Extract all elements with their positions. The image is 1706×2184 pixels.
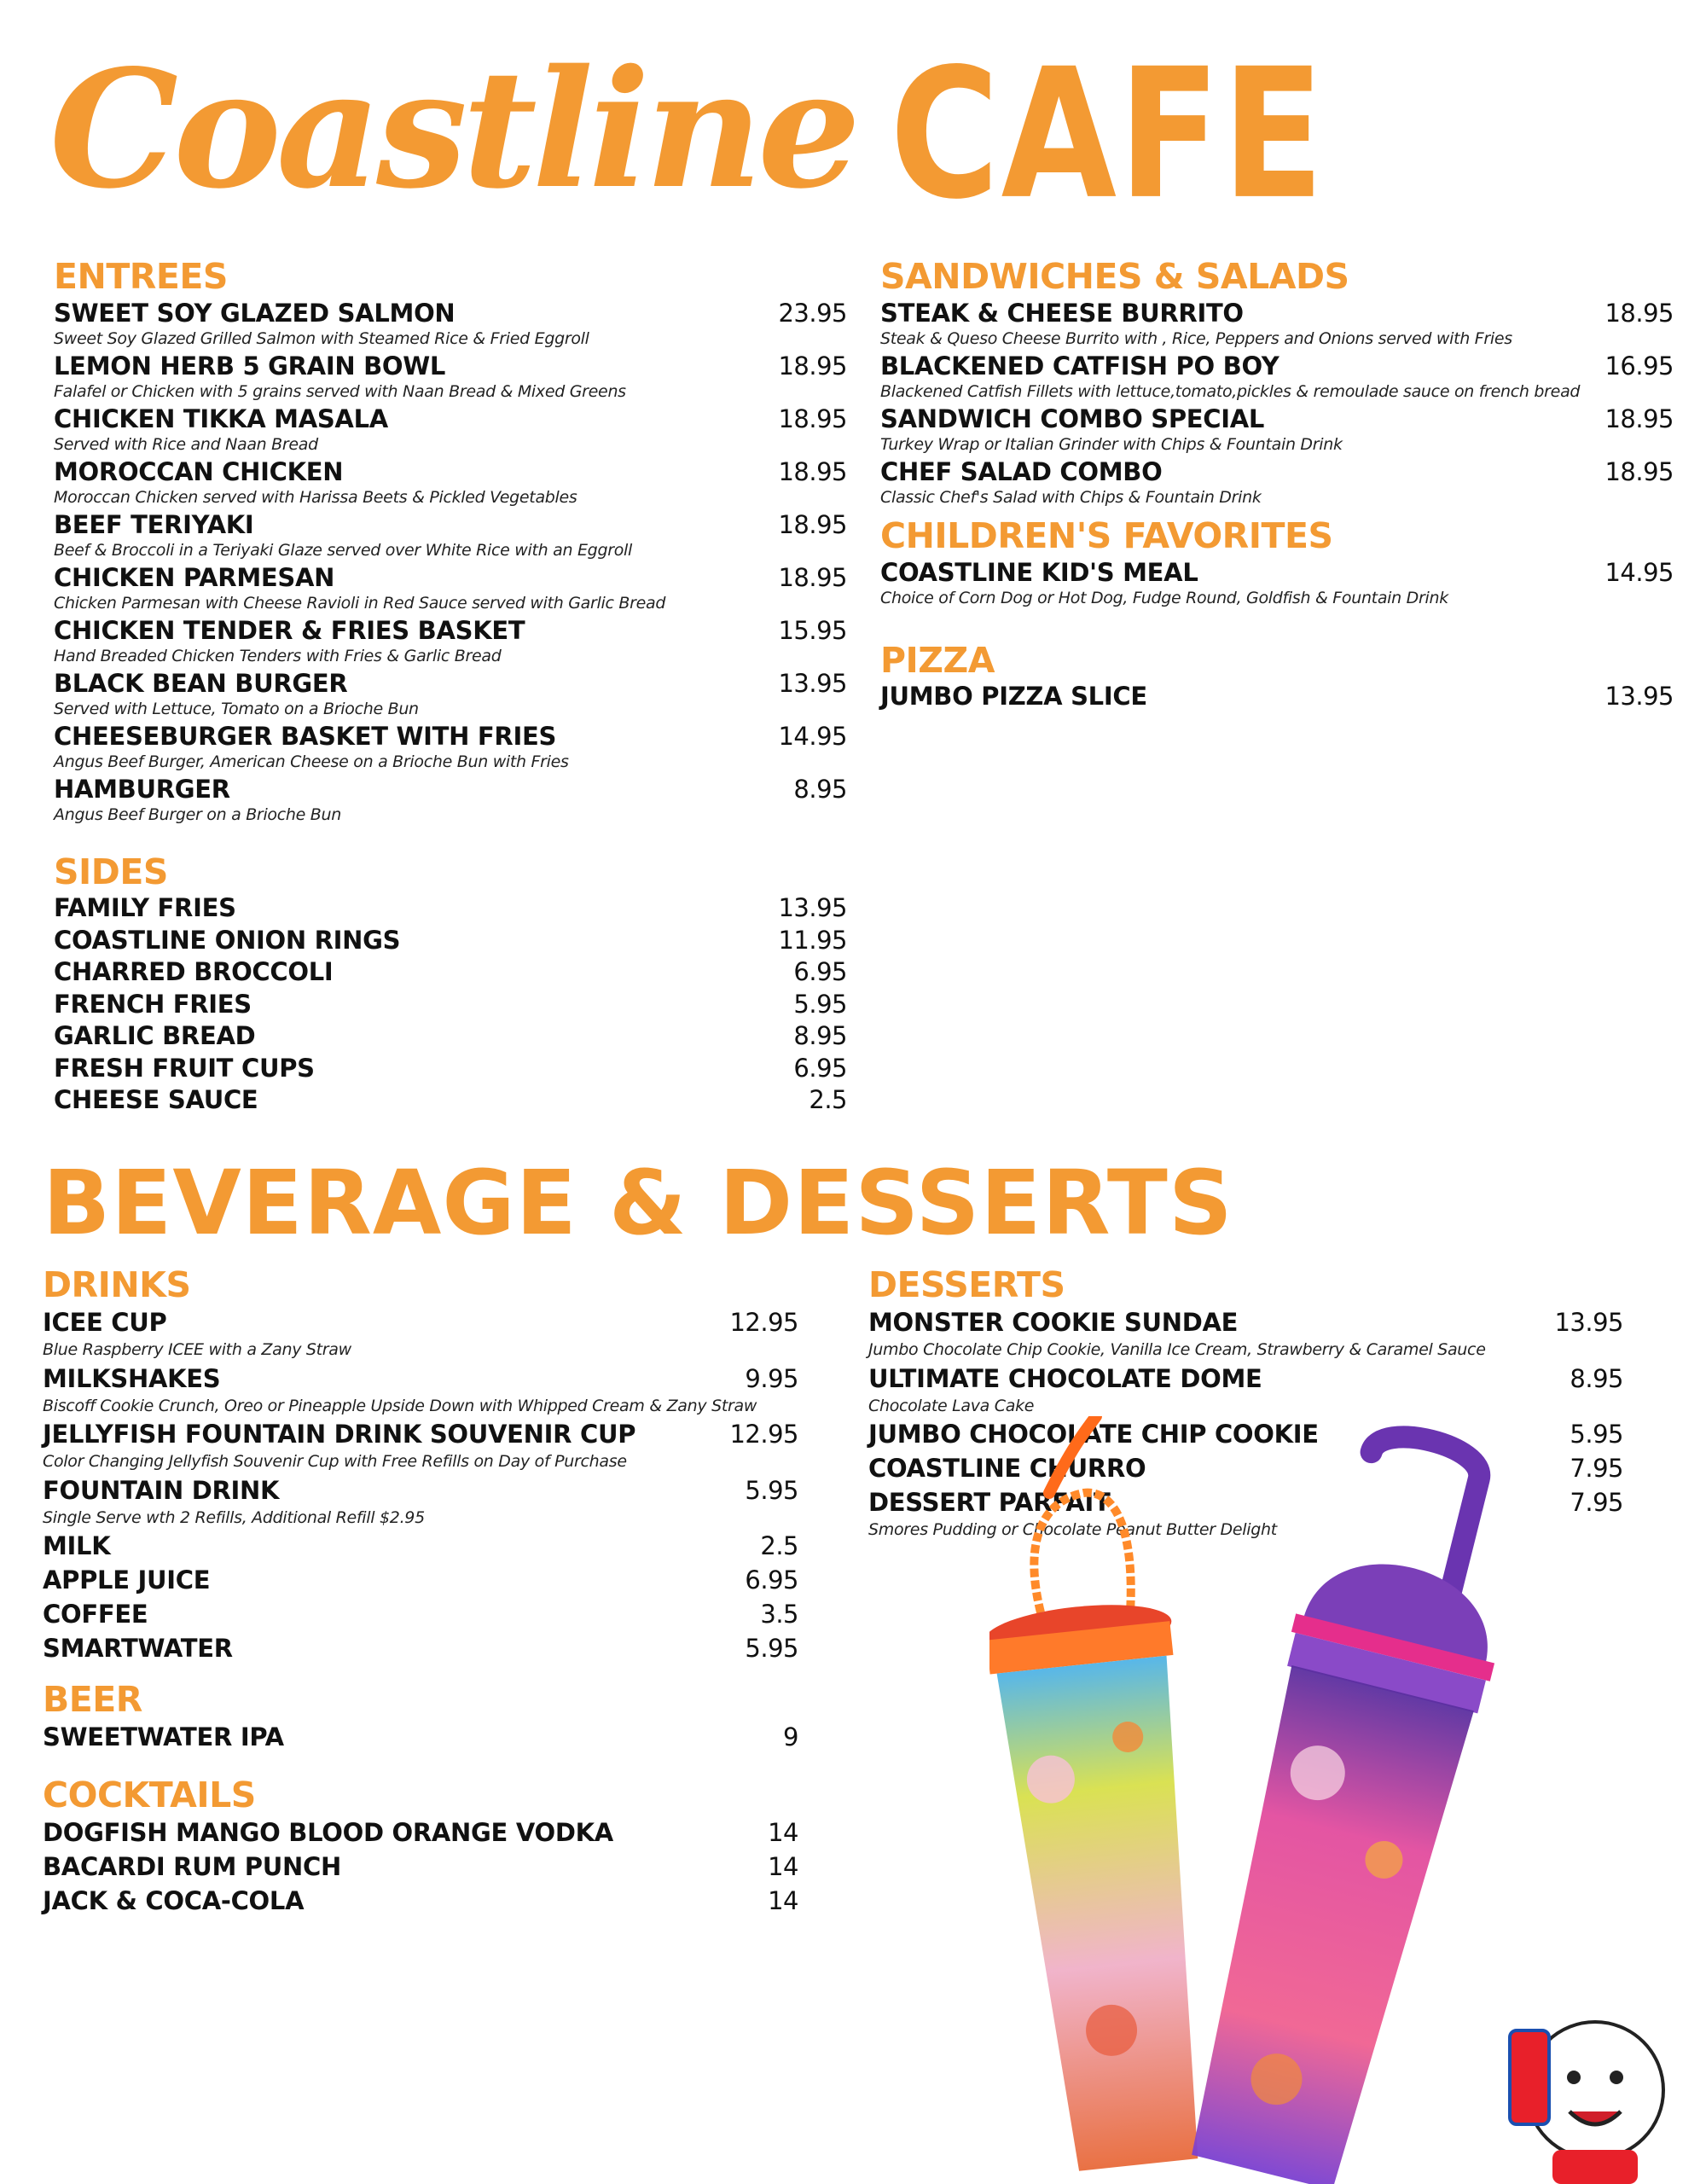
entree-item-name: CHICKEN TIKKA MASALA xyxy=(54,404,388,433)
sides-list xyxy=(54,892,847,1117)
side-item-price: 6.95 xyxy=(793,1053,847,1083)
entree-item xyxy=(54,350,847,403)
side-item-name: FRENCH FRIES xyxy=(54,989,252,1019)
jellyfish-souvenir-cups-illustration xyxy=(989,1416,1672,2184)
side-item-row xyxy=(54,956,847,989)
beer-item xyxy=(43,1720,798,1754)
sandwich-item-name: BLACKENED CATFISH PO BOY xyxy=(880,351,1280,380)
side-item-name: FRESH FRUIT CUPS xyxy=(54,1053,315,1083)
dessert-item-price: 7.95 xyxy=(1570,1454,1623,1483)
entree-item-price: 8.95 xyxy=(793,775,847,804)
sandwich-item-name: CHEF SALAD COMBO xyxy=(880,457,1163,486)
cocktail-item-price: 14 xyxy=(768,1886,798,1915)
entree-item xyxy=(54,773,847,826)
entree-item-row xyxy=(54,508,847,541)
drink-item-name: ICEE CUP xyxy=(43,1308,167,1337)
entree-item-name: SWEET SOY GLAZED SALMON xyxy=(54,299,456,328)
drink-item-description: Single Serve wth 2 Refills, Additional Refill $2.95 xyxy=(43,1507,425,1527)
beer-heading: BEER xyxy=(43,1679,142,1720)
sandwich-item-name: SANDWICH COMBO SPECIAL xyxy=(880,404,1265,433)
entree-item-name: BEEF TERIYAKI xyxy=(54,510,254,539)
entree-item-name: MOROCCAN CHICKEN xyxy=(54,457,344,486)
sandwich-item-description: Blackened Catfish Fillets with lettuce,tomato,pickles & remoulade sauce on french bread xyxy=(880,382,1581,401)
entree-item-price: 15.95 xyxy=(778,616,847,645)
entree-item-row xyxy=(54,667,847,700)
drink-item xyxy=(43,1417,798,1473)
drink-item-row xyxy=(43,1597,798,1631)
kids-item-name: COASTLINE KID'S MEAL xyxy=(880,558,1198,587)
children-list xyxy=(880,556,1674,609)
dessert-item-row xyxy=(868,1362,1623,1396)
side-item-row xyxy=(54,1053,847,1085)
entree-item-price: 18.95 xyxy=(778,563,847,592)
sandwich-item-price: 16.95 xyxy=(1604,351,1674,380)
side-item xyxy=(54,956,847,989)
cocktail-item xyxy=(43,1884,798,1918)
entree-item-description: Hand Breaded Chicken Tenders with Fries & Garlic Bread xyxy=(54,647,502,665)
sandwich-item-price: 18.95 xyxy=(1604,299,1674,328)
pizza-item xyxy=(880,681,1674,713)
entree-item xyxy=(54,403,847,456)
entree-item xyxy=(54,561,847,614)
dessert-item-name: ULTIMATE CHOCOLATE DOME xyxy=(868,1363,1262,1393)
cocktail-item-name: DOGFISH MANGO BLOOD ORANGE VODKA xyxy=(43,1818,613,1847)
orange-straw-icon xyxy=(1034,1416,1130,1612)
entree-item-row xyxy=(54,297,847,329)
entree-item-row xyxy=(54,614,847,647)
entree-item-description: Chicken Parmesan with Cheese Ravioli in Red Sauce served with Garlic Bread xyxy=(54,594,666,613)
drink-item xyxy=(43,1473,798,1530)
entree-item-row xyxy=(54,456,847,488)
drink-item-name: MILKSHAKES xyxy=(43,1363,221,1393)
dessert-item xyxy=(868,1305,1623,1362)
title-cafe-word: CAFE xyxy=(890,31,1326,240)
sandwich-item-row xyxy=(880,403,1674,435)
drink-item xyxy=(43,1305,798,1362)
entree-item-price: 18.95 xyxy=(778,457,847,486)
side-item-name: CHEESE SAUCE xyxy=(54,1085,258,1114)
pizza-item-name: JUMBO PIZZA SLICE xyxy=(880,682,1147,711)
dessert-item-price: 5.95 xyxy=(1570,1420,1623,1449)
drink-item-row xyxy=(43,1631,798,1665)
sandwiches-list xyxy=(880,297,1674,508)
drink-item-row xyxy=(43,1563,798,1597)
side-item-price: 5.95 xyxy=(793,989,847,1019)
pizza-item-price: 13.95 xyxy=(1604,682,1674,711)
drink-item-price: 6.95 xyxy=(745,1565,798,1594)
drink-item-price: 9.95 xyxy=(745,1363,798,1393)
left-souvenir-cup-icon xyxy=(989,1597,1227,2175)
cocktail-item-row xyxy=(43,1850,798,1884)
entree-item-description: Served with Rice and Naan Bread xyxy=(54,435,318,454)
dessert-item-name: DESSERT PARFAIT xyxy=(868,1488,1111,1517)
sandwiches-column xyxy=(880,256,1674,713)
side-item xyxy=(54,892,847,925)
cocktail-item-name: BACARDI RUM PUNCH xyxy=(43,1852,341,1881)
entree-item-name: CHEESEBURGER BASKET WITH FRIES xyxy=(54,722,557,751)
drink-item-name: JELLYFISH FOUNTAIN DRINK SOUVENIR CUP xyxy=(43,1420,636,1449)
kids-item-price: 14.95 xyxy=(1604,558,1674,587)
entree-item-price: 13.95 xyxy=(778,669,847,698)
pizza-item-row xyxy=(880,681,1674,713)
sandwich-item xyxy=(880,403,1674,456)
entree-item-price: 18.95 xyxy=(778,510,847,539)
entree-item-row xyxy=(54,720,847,752)
entree-item-row xyxy=(54,561,847,594)
beverage-desserts-heading: BEVERAGE & DESSERTS xyxy=(43,1151,1233,1255)
entree-item-row xyxy=(54,403,847,435)
dessert-item-name: COASTLINE CHURRO xyxy=(868,1454,1146,1483)
sandwich-item-price: 18.95 xyxy=(1604,404,1674,433)
entree-item-description: Angus Beef Burger on a Brioche Bun xyxy=(54,805,341,824)
drink-item-price: 2.5 xyxy=(760,1531,798,1560)
side-item-price: 8.95 xyxy=(793,1021,847,1050)
drink-item-name: COFFEE xyxy=(43,1600,148,1629)
dessert-item-name: MONSTER COOKIE SUNDAE xyxy=(868,1308,1239,1337)
entree-item xyxy=(54,667,847,720)
entree-item-name: LEMON HERB 5 GRAIN BOWL xyxy=(54,351,446,380)
drink-item-row xyxy=(43,1362,798,1396)
dessert-item-price: 13.95 xyxy=(1554,1308,1623,1337)
sandwich-item-row xyxy=(880,350,1674,382)
side-item-price: 2.5 xyxy=(809,1085,847,1114)
sandwich-item-description: Steak & Queso Cheese Burrito with , Rice, Peppers and Onions served with Fries xyxy=(880,329,1512,348)
sandwich-item xyxy=(880,456,1674,508)
sandwich-item-description: Classic Chef's Salad with Chips & Fountain Drink xyxy=(880,488,1262,507)
entree-item-row xyxy=(54,773,847,805)
drink-item-price: 5.95 xyxy=(745,1634,798,1663)
drink-item-name: APPLE JUICE xyxy=(43,1565,211,1594)
beer-item-row xyxy=(43,1720,798,1754)
side-item-name: CHARRED BROCCOLI xyxy=(54,957,334,986)
drink-item xyxy=(43,1362,798,1418)
sandwich-item-name: STEAK & CHEESE BURRITO xyxy=(880,299,1244,328)
dessert-item-row xyxy=(868,1305,1623,1339)
drink-item-row xyxy=(43,1529,798,1563)
side-item-name: FAMILY FRIES xyxy=(54,893,236,922)
drink-item-description: Color Changing Jellyfish Souvenir Cup with Free Refills on Day of Purchase xyxy=(43,1452,627,1471)
drinks-list xyxy=(43,1305,798,1665)
entrees-column xyxy=(54,256,847,1117)
entree-item-name: HAMBURGER xyxy=(54,775,230,804)
dessert-item-description: Jumbo Chocolate Chip Cookie, Vanilla Ice Cream, Strawberry & Caramel Sauce xyxy=(868,1340,1486,1359)
entree-item-description: Beef & Broccoli in a Teriyaki Glaze served over White Rice with an Eggroll xyxy=(54,541,632,560)
kids-item xyxy=(880,556,1674,609)
drinks-heading: DRINKS xyxy=(43,1264,191,1305)
dessert-item xyxy=(868,1362,1623,1418)
side-item-name: GARLIC BREAD xyxy=(54,1021,256,1050)
icee-bear-mascot-icon xyxy=(1510,2022,1663,2184)
beer-item-name: SWEETWATER IPA xyxy=(43,1722,284,1751)
dessert-item-name: JUMBO CHOCOLATE CHIP COOKIE xyxy=(868,1420,1319,1449)
drink-item-name: MILK xyxy=(43,1531,111,1560)
drink-item-name: SMARTWATER xyxy=(43,1634,233,1663)
cocktail-item-row xyxy=(43,1815,798,1850)
drink-item-row xyxy=(43,1473,798,1507)
entree-item-price: 18.95 xyxy=(778,351,847,380)
beer-list xyxy=(43,1720,798,1754)
drink-item-description: Biscoff Cookie Crunch, Oreo or Pineapple Upside Down with Whipped Cream & Zany Straw xyxy=(43,1396,757,1415)
entree-item-name: CHICKEN TENDER & FRIES BASKET xyxy=(54,616,525,645)
dessert-item-price: 7.95 xyxy=(1570,1488,1623,1517)
entree-item xyxy=(54,720,847,773)
cocktail-item xyxy=(43,1850,798,1884)
dessert-item-price: 8.95 xyxy=(1570,1363,1623,1393)
drink-item xyxy=(43,1529,798,1563)
side-item-price: 6.95 xyxy=(793,957,847,986)
drink-item xyxy=(43,1631,798,1665)
drink-item-price: 12.95 xyxy=(729,1308,798,1337)
sandwich-item-row xyxy=(880,456,1674,488)
entree-item xyxy=(54,614,847,667)
side-item-row xyxy=(54,892,847,925)
entree-item xyxy=(54,456,847,508)
side-item xyxy=(54,1053,847,1085)
side-item-row xyxy=(54,925,847,957)
entree-item-description: Falafel or Chicken with 5 grains served with Naan Bread & Mixed Greens xyxy=(54,382,626,401)
title-script-word: Coastline xyxy=(49,34,856,224)
sides-heading: SIDES xyxy=(54,851,168,892)
sandwich-item-row xyxy=(880,297,1674,329)
dessert-item-description: Smores Pudding or Chocolate Peanut Butter Delight xyxy=(868,1520,1277,1539)
entree-item-description: Served with Lettuce, Tomato on a Brioche Bun xyxy=(54,700,419,718)
entree-item-name: BLACK BEAN BURGER xyxy=(54,669,348,698)
cafe-title xyxy=(49,31,1326,240)
side-item xyxy=(54,1020,847,1053)
sandwich-item-description: Turkey Wrap or Italian Grinder with Chips & Fountain Drink xyxy=(880,435,1343,454)
pizza-heading: PIZZA xyxy=(880,640,995,681)
drink-item-description: Blue Raspberry ICEE with a Zany Straw xyxy=(43,1340,351,1359)
entree-item-description: Sweet Soy Glazed Grilled Salmon with Steamed Rice & Fried Eggroll xyxy=(54,329,589,348)
cocktail-item-price: 14 xyxy=(768,1852,798,1881)
sandwiches-heading: SANDWICHES & SALADS xyxy=(880,256,1349,297)
drink-item-price: 3.5 xyxy=(760,1600,798,1629)
drink-item xyxy=(43,1597,798,1631)
pizza-list xyxy=(880,681,1674,713)
side-item-row xyxy=(54,989,847,1021)
sandwich-item-price: 18.95 xyxy=(1604,457,1674,486)
sandwich-item xyxy=(880,297,1674,350)
drink-item-row xyxy=(43,1417,798,1451)
cocktail-item xyxy=(43,1815,798,1850)
entree-item-name: CHICKEN PARMESAN xyxy=(54,563,335,592)
drink-item-price: 12.95 xyxy=(729,1420,798,1449)
drinks-column xyxy=(43,1264,798,1918)
side-item-price: 11.95 xyxy=(778,925,847,955)
entrees-list xyxy=(54,297,847,826)
entree-item xyxy=(54,297,847,350)
drink-item xyxy=(43,1563,798,1597)
dessert-item-description: Chocolate Lava Cake xyxy=(868,1396,1035,1415)
kids-item-row xyxy=(880,556,1674,589)
side-item xyxy=(54,925,847,957)
side-item xyxy=(54,1084,847,1117)
cocktail-item-name: JACK & COCA-COLA xyxy=(43,1886,305,1915)
entrees-heading: ENTREES xyxy=(54,256,228,297)
side-item xyxy=(54,989,847,1021)
entree-item xyxy=(54,508,847,561)
desserts-heading: DESSERTS xyxy=(868,1264,1065,1305)
kids-item-description: Choice of Corn Dog or Hot Dog, Fudge Round, Goldfish & Fountain Drink xyxy=(880,589,1448,607)
side-item-row xyxy=(54,1084,847,1117)
entree-item-description: Moroccan Chicken served with Harissa Beets & Pickled Vegetables xyxy=(54,488,577,507)
side-item-price: 13.95 xyxy=(778,893,847,922)
cocktails-heading: COCKTAILS xyxy=(43,1774,256,1815)
cocktail-item-price: 14 xyxy=(768,1818,798,1847)
beer-item-price: 9 xyxy=(783,1722,798,1751)
drink-item-row xyxy=(43,1305,798,1339)
right-souvenir-cup-icon xyxy=(1163,1419,1543,2184)
children-heading: CHILDREN'S FAVORITES xyxy=(880,515,1333,556)
entree-item-price: 18.95 xyxy=(778,404,847,433)
entree-item-price: 23.95 xyxy=(778,299,847,328)
side-item-row xyxy=(54,1020,847,1053)
cocktail-item-row xyxy=(43,1884,798,1918)
drink-item-price: 5.95 xyxy=(745,1475,798,1505)
entree-item-description: Angus Beef Burger, American Cheese on a Brioche Bun with Fries xyxy=(54,752,569,771)
sandwich-item xyxy=(880,350,1674,403)
side-item-name: COASTLINE ONION RINGS xyxy=(54,925,401,955)
cocktails-list xyxy=(43,1815,798,1918)
entree-item-price: 14.95 xyxy=(778,722,847,751)
drink-item-name: FOUNTAIN DRINK xyxy=(43,1475,280,1505)
entree-item-row xyxy=(54,350,847,382)
